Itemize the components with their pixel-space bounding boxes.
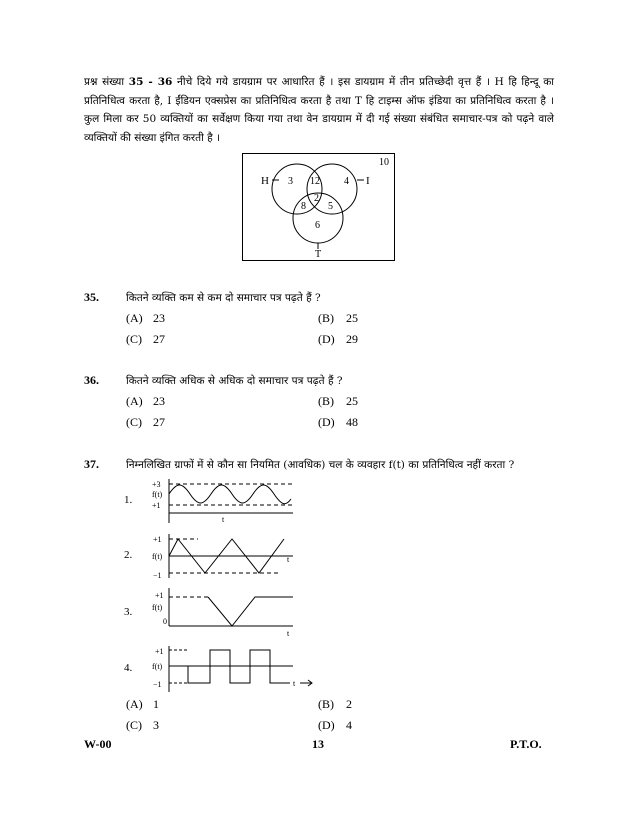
venn-i-only: 4 (344, 176, 349, 187)
q35-option-b-value[interactable]: 25 (346, 311, 358, 325)
q37-option-b-label: (B) (318, 697, 334, 711)
graph-4-ylabel-mid: f(t) (152, 662, 163, 671)
intro-text: नीचे दिये गये डायग्राम पर आधारित हैं । इस डायग्राम में तीन प्रतिच्छेदी वृत्त हैं । H हि हिन्दू का प्रतिनिधित्व करता है, I ईंडियन एक्सप्रेस का प्रतिनिधित्व करता है तथा T हि टाइम्स ऑफ इंडिया का प्रतिनिधित्व करता है । कुल मिला कर 50 व्यक्तियों का सर्वेक्षण किया गया तथा वेन डायग्राम में दी गई संख्या संबंधित समाचार-पत्र को पढ़ने वाले व्यक्तियों की संख्या इंगित करती है । (84, 76, 555, 144)
q37-option-c-label: (C) (126, 718, 142, 732)
q37-option-a-value[interactable]: 1 (153, 697, 159, 711)
q37-option-c-value[interactable]: 3 (153, 718, 159, 732)
venn-i-label: I (366, 175, 370, 187)
venn-h-i: 12 (310, 176, 320, 187)
q35-option-c-value[interactable]: 27 (153, 332, 165, 346)
venn-t-label: T (315, 249, 322, 260)
graph-2-triangle (148, 532, 298, 580)
q36-option-d-label: (D) (318, 415, 335, 429)
footer-paper-code: W-00 (84, 737, 112, 751)
footer-page-number: 13 (312, 737, 324, 751)
intro-paragraph (84, 73, 554, 147)
q35-option-a-label: (A) (126, 311, 143, 325)
venn-i-t: 5 (328, 201, 333, 212)
q36-option-b-label: (B) (318, 394, 334, 408)
graph-4-square-wave (148, 644, 318, 694)
question-37-number: 37. (84, 457, 99, 471)
graph-4-t-label: t (293, 679, 296, 688)
q36-option-d-value[interactable]: 48 (346, 415, 358, 429)
question-36-number: 36. (84, 373, 99, 387)
q35-option-a-value[interactable]: 23 (153, 311, 165, 325)
venn-diagram (242, 153, 395, 261)
graph-1-number: 1. (124, 494, 133, 506)
graph-1-t-label: t (222, 515, 225, 524)
question-35-number: 35. (84, 290, 99, 304)
q37-option-d-label: (D) (318, 718, 335, 732)
q35-option-d-label: (D) (318, 332, 335, 346)
graph-1-sine (148, 477, 298, 525)
graph-3-curve (208, 597, 293, 626)
venn-h-label: H (261, 175, 269, 187)
graph-4-ylabel-top: +1 (155, 647, 164, 656)
graph-2-number: 2. (124, 549, 133, 561)
question-37-text: निम्नलिखित ग्राफों में से कौन सा नियमित (आवधिक) चल के व्यवहार f(t) का प्रतिनिधित्व नहीं करता ? (126, 459, 515, 471)
venn-outside-count: 10 (379, 157, 389, 168)
graph-3-number: 3. (124, 606, 133, 618)
graph-3-ylabel-top: +1 (155, 591, 164, 600)
q36-option-c-value[interactable]: 27 (153, 415, 165, 429)
q37-option-b-value[interactable]: 2 (346, 697, 352, 711)
graph-3-ylabel-mid: f(t) (152, 603, 163, 612)
question-35-text: कितने व्यक्ति कम से कम दो समाचार पत्र पढ़ते हैं ? (126, 292, 321, 304)
graph-2-ylabel-top: +1 (153, 535, 162, 544)
q35-option-d-value[interactable]: 29 (346, 332, 358, 346)
graph-2-ylabel-mid: f(t) (152, 552, 163, 561)
graph-4-ylabel-bottom: −1 (153, 680, 162, 689)
graph-3-t-label: t (287, 629, 290, 638)
intro-question-range: 35 - 36 (128, 76, 173, 88)
venn-t-only: 6 (315, 220, 320, 231)
graph-3-ylabel-bottom: 0 (163, 617, 167, 626)
q37-option-d-value[interactable]: 4 (346, 718, 352, 732)
venn-all-three: 2 (314, 193, 319, 204)
q36-option-c-label: (C) (126, 415, 142, 429)
q36-option-a-label: (A) (126, 394, 143, 408)
graph-1-ylabel-top: +3 (152, 480, 161, 489)
footer-pto: P.T.O. (510, 737, 542, 751)
graph-4-number: 4. (124, 662, 133, 674)
graph-3-trapezoid (148, 586, 298, 638)
q35-option-b-label: (B) (318, 311, 334, 325)
graph-2-t-label: t (287, 555, 290, 564)
venn-h-only: 3 (288, 176, 293, 187)
q36-option-a-value[interactable]: 23 (153, 394, 165, 408)
intro-prefix: प्रश्न संख्या (84, 76, 129, 88)
question-36-text: कितने व्यक्ति अधिक से अधिक दो समाचार पत्र पढ़ते हैं ? (126, 375, 343, 387)
graph-1-curve (169, 485, 291, 504)
q37-option-a-label: (A) (126, 697, 143, 711)
q36-option-b-value[interactable]: 25 (346, 394, 358, 408)
graph-1-ylabel-mid: f(t) (152, 490, 163, 499)
graph-2-ylabel-bottom: −1 (153, 571, 162, 580)
q35-option-c-label: (C) (126, 332, 142, 346)
graph-1-ylabel-bottom: +1 (152, 501, 161, 510)
venn-h-t: 8 (301, 201, 306, 212)
